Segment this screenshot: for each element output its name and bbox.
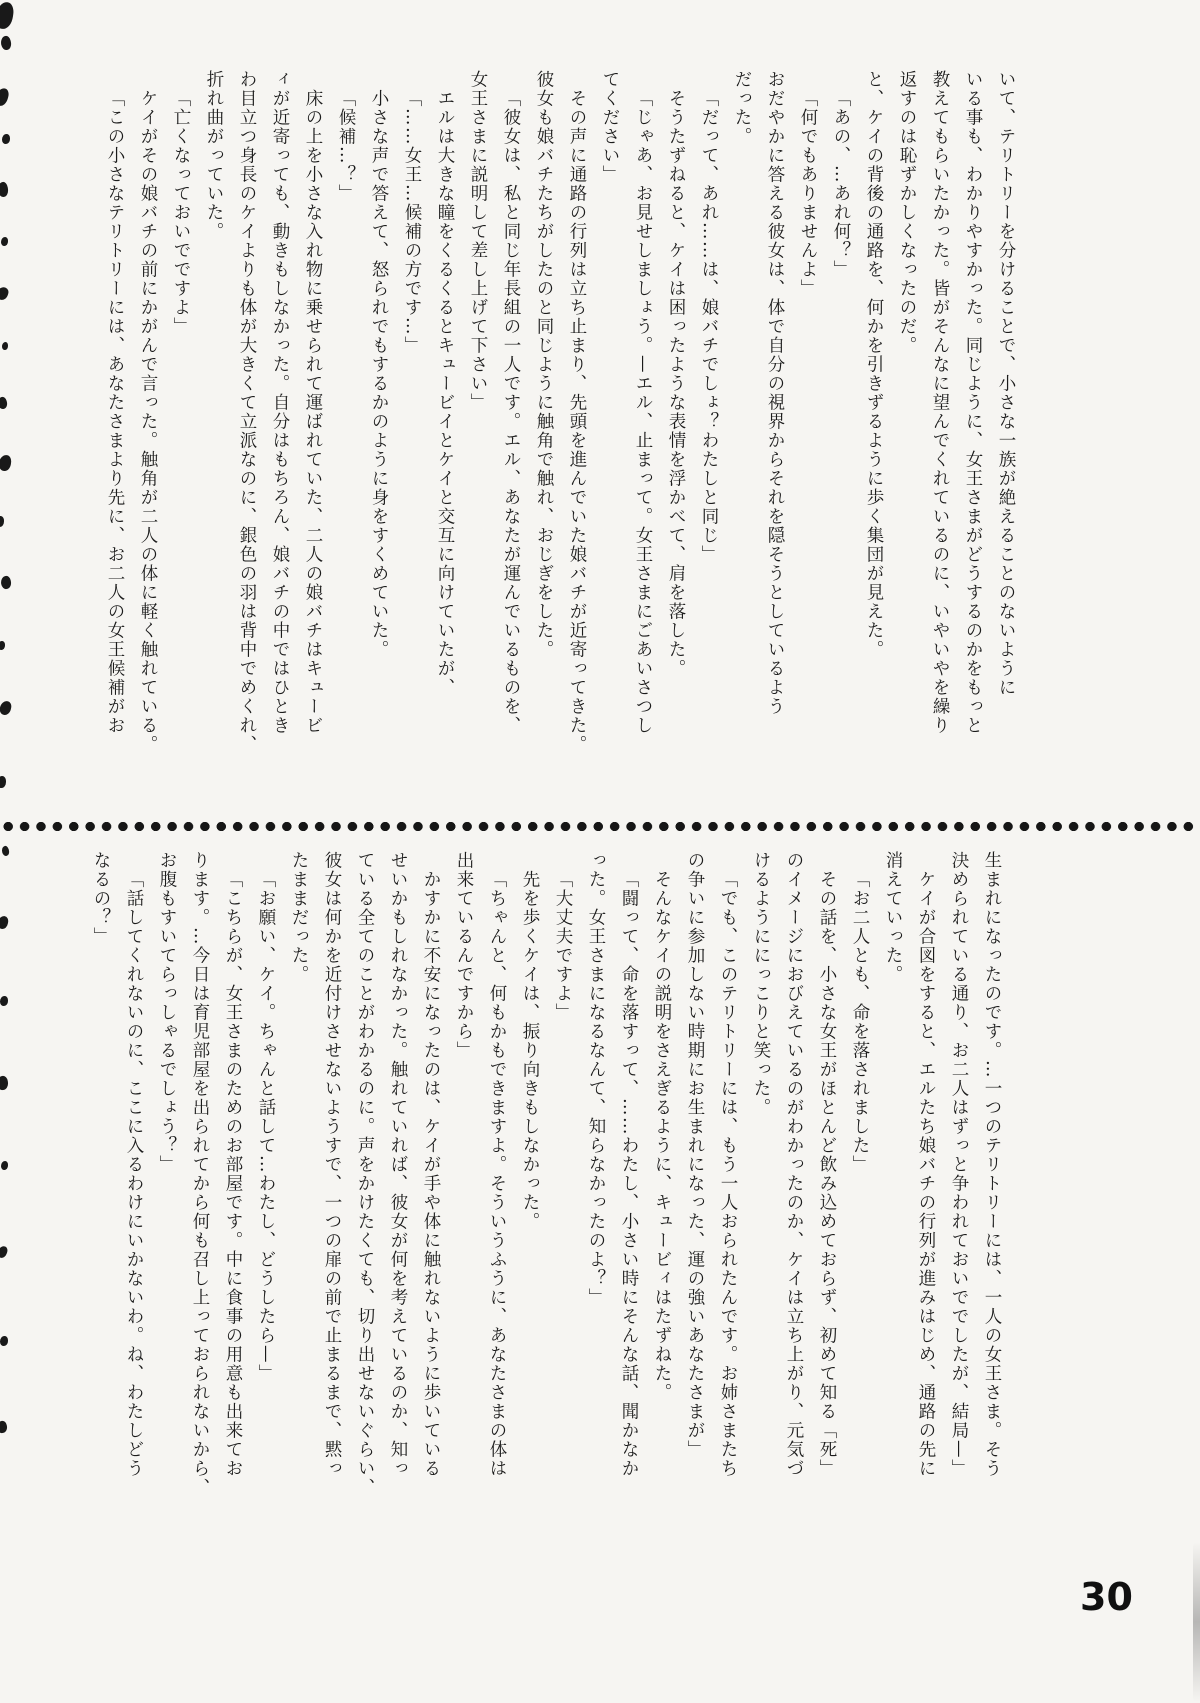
text-column: ィが近寄っても、動きもしなかった。自分はもちろん、娘バチの中ではひとき [270, 70, 290, 735]
text-column: おだやかに答える彼女は、体で自分の視界からそれを隠そうとしているよう [765, 70, 785, 716]
text-column: 「候補…？」 [336, 89, 356, 203]
text-column: 「お願い、ケイ。ちゃんと話して…わたし、どうしたら—」 [256, 870, 276, 1383]
text-column: わ目立つ身長のケイよりも体が大きくて立派なのに、銀色の羽は背中でめくれ、 [237, 70, 257, 754]
text-column: かすかに不安になったのは、ケイが手や体に触れないように歩いている [421, 870, 441, 1478]
text-column: のイメージにおびえているのがわかったのか、ケイは立ち上がり、元気づ [784, 851, 804, 1478]
text-column: と、ケイの背後の通路を、何かを引きずるように歩く集団が見えた。 [864, 70, 884, 659]
text-column: 消えていった。 [883, 851, 903, 984]
text-column: った。女王さまになるなんて、知らなかったのよ？」 [586, 851, 606, 1307]
text-column: 「彼女は、私と同じ年長組の一人です。エル、あなたが運んでいるものを、 [501, 89, 521, 735]
text-column: いる事も、わかりやすかった。同じように、女王さまがどうするのかをもっと [963, 70, 983, 735]
text-column: たままだった。 [289, 851, 309, 984]
scan-artifact [0, 1, 15, 30]
scan-artifact [0, 181, 9, 197]
scan-artifact [0, 396, 8, 410]
text-column: せいかもしれなかった。触れていれば、彼女が何を考えているのか、知っ [388, 851, 408, 1478]
text-column: なるの？」 [91, 851, 111, 946]
text-column: 返すのは恥ずかしくなったのだ。 [897, 70, 917, 355]
text-column: 「こちらが、女王さまのためのお部屋です。中に食事の用意も出来てお [223, 870, 243, 1478]
scan-artifact [0, 915, 9, 929]
scan-artifact [0, 1245, 9, 1259]
scan-artifact [0, 516, 4, 527]
text-column: 折れ曲がっていた。 [204, 70, 224, 241]
scan-artifact [0, 996, 8, 1006]
scan-artifact [0, 700, 12, 716]
scan-artifact [2, 134, 10, 144]
text-column: 「お二人とも、命を落されました」 [850, 870, 870, 1174]
scan-artifact [0, 1075, 9, 1090]
text-column: 決められている通り、お二人はずっと争われておいででしたが、結局—」 [949, 851, 969, 1478]
scan-artifact [0, 776, 6, 788]
text-column: 「だって、あれ……は、娘バチでしょ？わたしと同じ」 [699, 89, 719, 564]
text-column: 女王さまに説明して差し上げて下さい」 [468, 70, 488, 412]
text-column: 「何でもありませんよ」 [798, 89, 818, 298]
text-column: 「この小さなテリトリーには、あなたさまより先に、お二人の女王候補がお [105, 89, 125, 735]
text-column: その話を、小さな女王がほとんど飲み込めておらず、初めて知る「死」 [817, 870, 837, 1478]
text-column: 「闘って、命を落すって、……わたし、小さい時にそんな話、聞かなか [619, 870, 639, 1478]
text-column: 先を歩くケイは、振り向きもしなかった。 [520, 870, 540, 1231]
text-column: そうたずねると、ケイは困ったような表情を浮かべて、肩を落した。 [666, 89, 686, 678]
text-column: そんなケイの説明をさえぎるように、キュービィはたずねた。 [652, 870, 672, 1402]
text-column: 「でも、このテリトリーには、もう一人おられたんです。お姉さまたち [718, 870, 738, 1478]
scan-artifact [2, 342, 8, 350]
text-column: 「大丈夫ですよ」 [553, 870, 573, 1022]
scan-smudge-right-edge [1193, 1542, 1200, 1702]
text-column: だった。 [732, 70, 752, 146]
text-column: 生まれになったのです。…一つのテリトリーには、一人の女王さま。そう [982, 851, 1002, 1478]
text-column: その声に通路の行列は立ち止まり、先頭を進んでいた娘バチが近寄ってきた。 [567, 89, 587, 754]
page-number: 30 [1080, 1575, 1133, 1619]
text-column: 「話してくれないのに、ここに入るわけにいかないわ。ね、わたしどう [124, 870, 144, 1478]
text-column: 「亡くなっておいでですよ」 [171, 89, 191, 336]
scan-artifact [0, 87, 10, 107]
text-column: 「……女王…候補の方です…」 [402, 89, 422, 355]
text-column: 「ちゃんと、何もかもできますよ。そういうふうに、あなたさまの体は [487, 870, 507, 1478]
scan-artifact [0, 35, 12, 51]
text-column: てください」 [600, 70, 620, 184]
bottom-text-block [84, 851, 1008, 1567]
text-column: 床の上を小さな入れ物に乗せられて運ばれていた、二人の娘バチはキュービ [303, 89, 323, 735]
scan-artifact [1, 845, 10, 857]
text-column: いて、テリトリーを分けることで、小さな一族が絶えることのないように [996, 70, 1016, 697]
scan-artifact [0, 641, 5, 650]
scan-artifact [0, 575, 12, 590]
text-column: ケイがその娘バチの前にかがんで言った。触角が二人の体に軽く触れている。 [138, 89, 158, 754]
text-column: ている全てのことがわかるのに。声をかけたくても、切り出せないぐらい、 [355, 851, 375, 1497]
text-column: お腹もすいてらっしゃるでしょう？」 [157, 851, 177, 1174]
top-text-block [98, 70, 1022, 786]
text-column: けるようににっこりと笑った。 [751, 851, 771, 1117]
text-column: エルは大きな瞳をくるくるとキュービイとケイと交互に向けていたが、 [435, 89, 455, 697]
text-column: の争いに参加しない時期にお生まれになった、運の強いあなたさまが」 [685, 851, 705, 1459]
text-column: 彼女も娘バチたちがしたのと同じように触角で触れ、おじぎをした。 [534, 70, 554, 659]
text-column: 小さな声で答えて、怒られでもするかのように身をすくめていた。 [369, 89, 389, 659]
text-column: 「じゃあ、お見せしましょう。—エル、止まって。女王さまにごあいさつし [633, 89, 653, 735]
scan-artifact [1, 237, 8, 246]
text-column: ります。…今日は育児部屋を出られてから何も召し上っておられないから、 [190, 851, 210, 1497]
text-column: 「あの、…あれ何？」 [831, 89, 851, 279]
text-column: 教えてもらいたかった。皆がそんなに望んでくれているのに、いやいやを繰り [930, 70, 950, 735]
text-column: 彼女は何かを近付けさせないようすで、一つの扉の前で止まるまで、黙っ [322, 851, 342, 1478]
text-column: 出来ているんですから」 [454, 851, 474, 1060]
scan-artifact [1, 1161, 8, 1170]
scan-artifact [0, 1420, 8, 1434]
scan-artifact [0, 454, 12, 471]
scan-artifact [0, 1336, 8, 1346]
text-column: ケイが合図をすると、エルたち娘バチの行列が進みはじめ、通路の先に [916, 870, 936, 1478]
scan-artifact [0, 286, 10, 302]
dotted-separator [0, 821, 1200, 832]
